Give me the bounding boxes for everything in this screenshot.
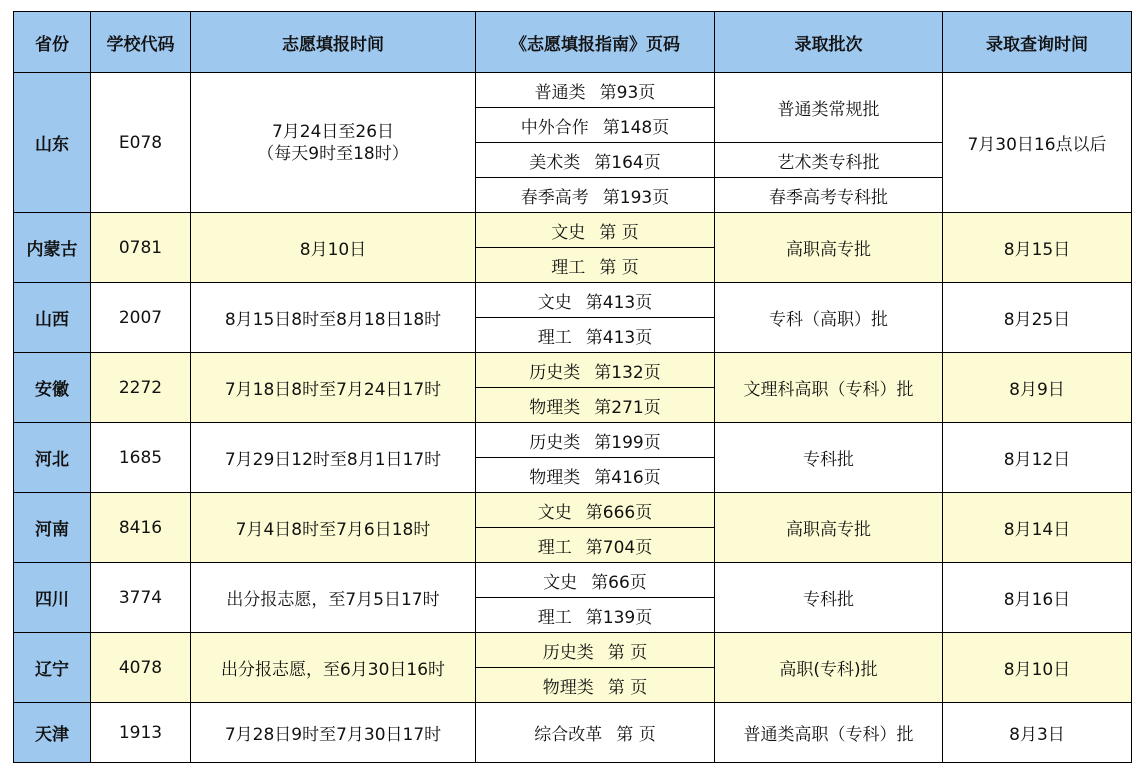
batch-cell: 专科批 [715,563,943,633]
time-cell: 出分报志愿，至6月30日16时 [191,633,476,703]
table-row [14,633,1132,668]
guide-page: 第139页 [585,607,653,628]
guide-category: 历史类 [529,432,581,453]
code-cell: 1685 [91,423,191,493]
table-container [13,11,1132,763]
guide-page: 第413页 [585,292,653,313]
province-cell: 四川 [14,563,91,633]
table-row [14,563,1132,598]
guide-page: 第704页 [585,537,653,558]
query-cell: 8月9日 [943,353,1132,423]
batch-cell: 普通类常规批 [715,73,943,143]
guide-page: 第93页 [599,82,656,103]
guide-page: 第 页 [599,222,639,243]
guide-category: 理工 [537,537,572,558]
time-cell: 7月18日8时至7月24日17时 [191,353,476,423]
batch-cell: 专科（高职）批 [715,283,943,353]
batch-cell: 艺术类专科批 [715,143,943,178]
table-row [14,353,1132,388]
guide-category: 历史类 [542,642,594,663]
province-cell: 河南 [14,493,91,563]
guide-category: 中外合作 [520,117,589,138]
guide-category: 春季高考 [520,187,589,208]
query-cell: 8月16日 [943,563,1132,633]
code-cell: 2272 [91,353,191,423]
guide-page: 第 页 [616,725,656,745]
code-cell: 8416 [91,493,191,563]
code-cell: 2007 [91,283,191,353]
guide-page: 第 页 [607,677,648,698]
header-school-code: 学校代码 [91,12,191,73]
time-cell: 7月29日12时至8月1日17时 [191,423,476,493]
guide-category: 理工 [537,327,572,348]
province-cell: 河北 [14,423,91,493]
guide-category: 文史 [551,222,586,243]
guide-cell [476,248,715,283]
guide-cell [476,528,715,563]
guide-page: 第132页 [594,362,661,383]
guide-cell [476,143,715,178]
guide-category: 美术类 [529,152,581,173]
guide-category: 综合改革 [534,725,603,745]
time-line: 7月24日至26日 [271,121,395,142]
guide-page: 第413页 [585,327,653,348]
code-cell: 3774 [91,563,191,633]
query-cell: 8月15日 [943,213,1132,283]
guide-category: 物理类 [529,467,581,488]
time-cell: 7月4日8时至7月6日18时 [191,493,476,563]
province-cell: 山西 [14,283,91,353]
query-cell: 8月12日 [943,423,1132,493]
time-line: （每天9时至18时） [257,143,409,164]
guide-cell [476,563,715,598]
guide-cell [476,458,715,493]
guide-category: 理工 [537,607,572,628]
batch-cell: 普通类高职（专科）批 [715,703,943,763]
batch-cell: 春季高考专科批 [715,178,943,213]
guide-page: 第 页 [607,642,648,663]
table-row [14,423,1132,458]
guide-cell [476,73,715,108]
guide-category: 文史 [537,292,572,313]
guide-cell [476,703,715,763]
province-cell: 天津 [14,703,91,763]
header-province: 省份 [14,12,91,73]
guide-page: 第666页 [585,502,653,523]
guide-cell [476,178,715,213]
table-row [14,73,1132,108]
batch-cell: 高职高专批 [715,493,943,563]
guide-cell [476,318,715,353]
guide-cell [476,598,715,633]
guide-page: 第199页 [594,432,661,453]
batch-cell: 专科批 [715,423,943,493]
guide-category: 物理类 [529,397,581,418]
admission-table [13,11,1132,763]
guide-page: 第148页 [602,117,670,138]
guide-cell [476,283,715,318]
guide-category: 历史类 [529,362,581,383]
header-query-time: 录取查询时间 [943,12,1132,73]
time-cell: 7月28日9时至7月30日17时 [191,703,476,763]
code-cell: 1913 [91,703,191,763]
batch-cell: 文理科高职（专科）批 [715,353,943,423]
code-cell: 0781 [91,213,191,283]
guide-cell [476,493,715,528]
header-batch: 录取批次 [715,12,943,73]
province-cell: 辽宁 [14,633,91,703]
header-guide-page: 《志愿填报指南》页码 [476,12,715,73]
code-cell: 4078 [91,633,191,703]
guide-cell [476,388,715,423]
header-fill-time: 志愿填报时间 [191,12,476,73]
batch-cell: 高职高专批 [715,213,943,283]
guide-category: 物理类 [542,677,594,698]
guide-page: 第 页 [599,257,639,278]
table-row [14,703,1132,763]
code-cell: E078 [91,73,191,213]
guide-cell [476,668,715,703]
guide-category: 普通类 [534,82,586,103]
guide-category: 理工 [551,257,586,278]
time-cell: 8月10日 [191,213,476,283]
guide-cell [476,423,715,458]
time-cell: 出分报志愿，至7月5日17时 [191,563,476,633]
query-cell: 8月10日 [943,633,1132,703]
table-row [14,493,1132,528]
guide-cell [476,108,715,143]
guide-page: 第271页 [594,397,661,418]
query-cell: 8月3日 [943,703,1132,763]
guide-page: 第66页 [591,572,647,593]
guide-page: 第416页 [594,467,661,488]
guide-cell [476,213,715,248]
guide-cell [476,353,715,388]
query-cell: 8月14日 [943,493,1132,563]
query-cell: 8月25日 [943,283,1132,353]
province-cell: 安徽 [14,353,91,423]
header-row [14,12,1132,73]
table-row [14,283,1132,318]
guide-category: 文史 [537,502,572,523]
guide-category: 文史 [543,572,578,593]
batch-cell: 高职(专科)批 [715,633,943,703]
province-cell: 内蒙古 [14,213,91,283]
time-cell: 8月15日8时至8月18日18时 [191,283,476,353]
province-cell: 山东 [14,73,91,213]
guide-cell [476,633,715,668]
guide-page: 第193页 [602,187,670,208]
time-cell [191,73,476,213]
guide-page: 第164页 [594,152,661,173]
query-cell: 7月30日16点以后 [943,73,1132,213]
table-row [14,213,1132,248]
